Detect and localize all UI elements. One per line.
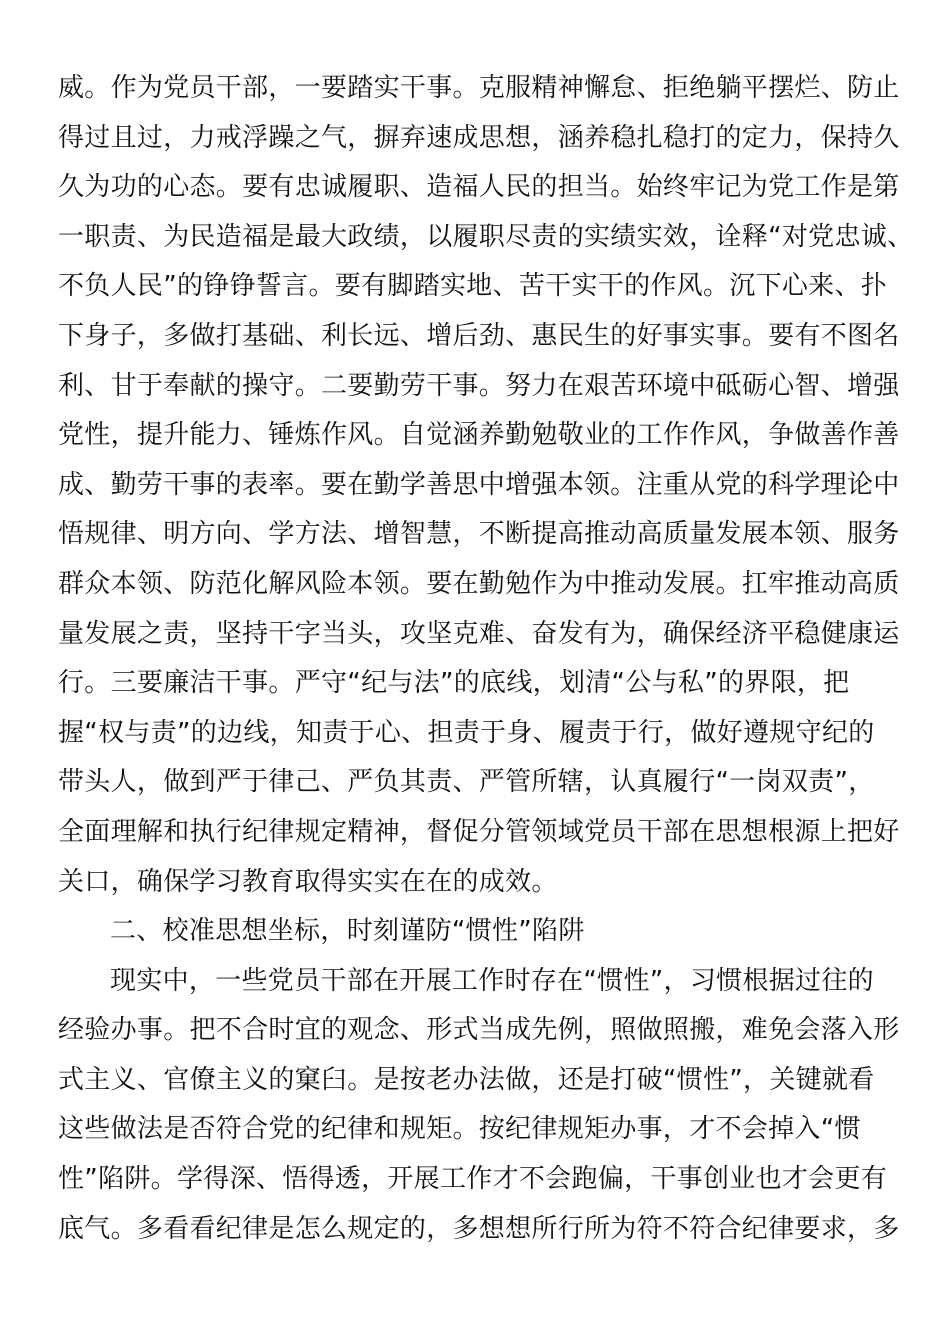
text-line: 不负人民”的铮铮誓言。要有脚踏实地、苦干实干的作风。沉下心来、扑	[58, 271, 888, 302]
paragraph-continuation	[58, 64, 914, 907]
document-body	[58, 64, 914, 1254]
text-line: 带头人，做到严于律己、严负其责、严管所辖，认真履行“一岗双责”，	[58, 767, 875, 798]
text-line: 利、甘于奉献的操守。二要勤劳干事。努力在艰苦环境中砥砺心智、增强	[58, 370, 900, 401]
text-line: 量发展之责，坚持干字当头，攻坚克难、奋发有为，确保经济平稳健康运	[58, 618, 900, 649]
text-line: 经验办事。把不合时宜的观念、形式当成先例，照做照搬，难免会落入形	[58, 1015, 900, 1046]
text-line: 这些做法是否符合党的纪律和规矩。按纪律规矩办事，才不会掉入“惯	[58, 1114, 861, 1145]
text-line: 一职责、为民造福是最大政绩，以履职尽责的实绩实效，诠释“对党忠诚、	[58, 221, 914, 252]
text-line: 行。三要廉洁干事。严守“纪与法”的底线，划清“公与私”的界限，把	[58, 668, 850, 699]
text-line: 群众本领、防范化解风险本领。要在勤勉作为中推动发展。扛牢推动高质	[58, 568, 900, 599]
text-line: 久为功的心态。要有忠诚履职、造福人民的担当。始终牢记为党工作是第	[58, 172, 900, 203]
text-line: 悟规律、明方向、学方法、增智慧，不断提高推动高质量发展本领、服务	[58, 519, 900, 550]
section-heading: 二、校准思想坐标，时刻谨防“惯性”陷阱	[110, 916, 585, 947]
text-line: 底气。多看看纪律是怎么规定的，多想想所行所为符不符合纪律要求，多	[58, 1213, 900, 1244]
text-line: 威。作为党员干部，一要踏实干事。克服精神懈怠、拒绝躺平摆烂、防止	[58, 73, 900, 103]
text-line: 全面理解和执行纪律规定精神，督促分管领域党员干部在思想根源上把好	[58, 816, 900, 847]
text-line: 得过且过，力戒浮躁之气，摒弃速成思想，涵养稳扎稳打的定力，保持久	[58, 122, 900, 153]
text-line: 党性，提升能力、锤炼作风。自觉涵养勤勉敬业的工作作风，争做善作善	[58, 420, 900, 451]
text-line: 关口，确保学习教育取得实实在在的成效。	[58, 866, 558, 897]
text-line: 式主义、官僚主义的窠臼。是按老办法做，还是打破“惯性”，关键就看	[58, 1064, 875, 1095]
text-line: 现实中，一些党员干部在开展工作时存在“惯性”，习惯根据过往的	[110, 965, 874, 996]
paragraph-two	[58, 957, 898, 1255]
text-line: 性”陷阱。学得深、悟得透，开展工作才不会跑偏，干事创业也才会更有	[58, 1164, 888, 1195]
text-line: 下身子，多做打基础、利长远、增后劲、惠民生的好事实事。要有不图名	[58, 320, 900, 351]
text-line: 成、勤劳干事的表率。要在勤学善思中增强本领。注重从党的科学理论中	[58, 469, 900, 500]
text-line: 握“权与责”的边线，知责于心、担责于身、履责于行，做好遵规守纪的	[58, 717, 875, 748]
